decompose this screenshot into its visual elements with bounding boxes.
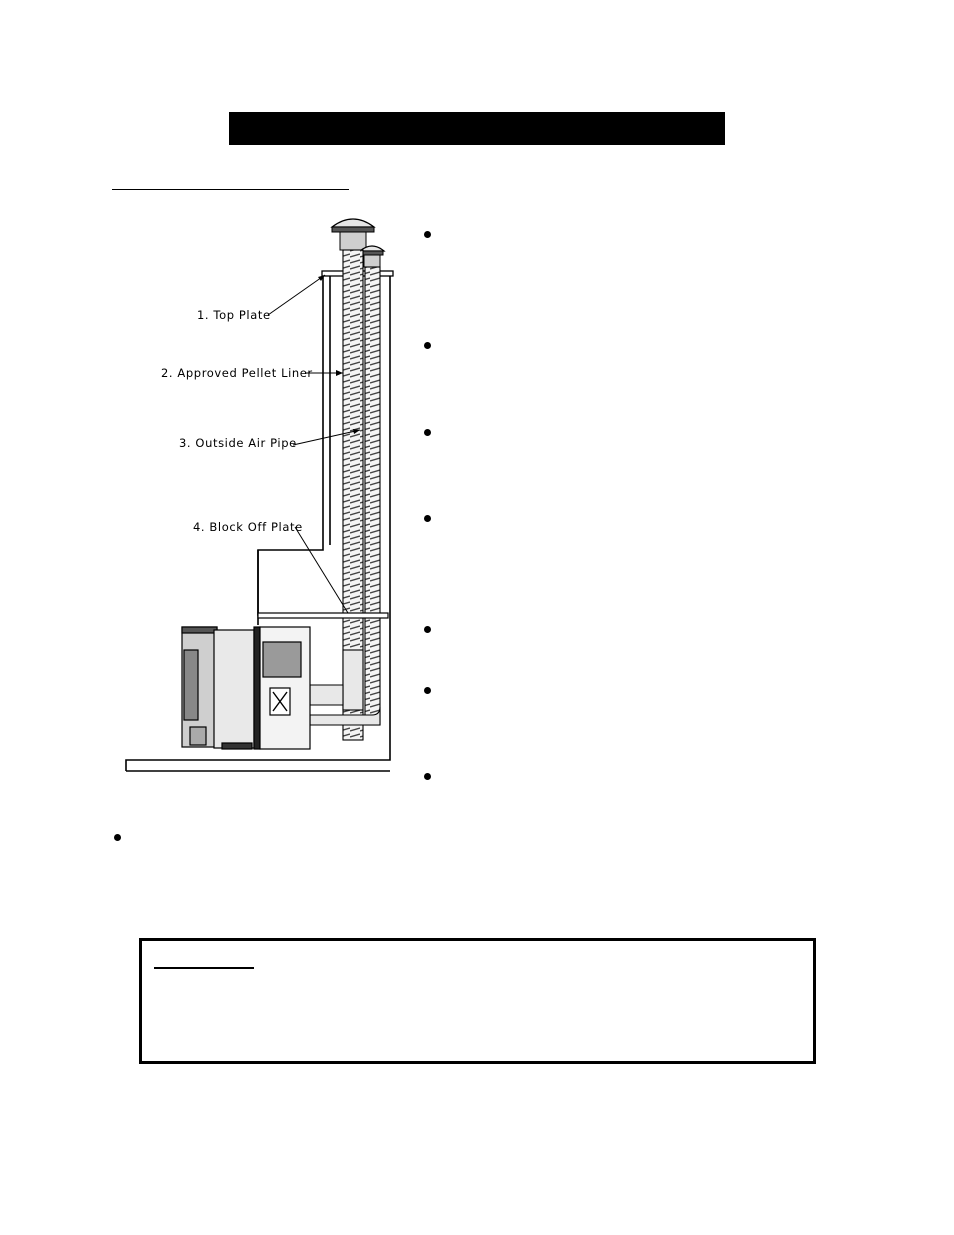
- bullet-3: [424, 429, 431, 436]
- diagram-label-outside-air-pipe: 3. Outside Air Pipe: [179, 436, 297, 450]
- bullet-8: [114, 834, 121, 841]
- diagram-label-top-plate: 1. Top Plate: [197, 308, 271, 322]
- pellet-stove-insert: [182, 627, 310, 749]
- block-off-plate: [258, 613, 388, 618]
- bullet-4: [424, 515, 431, 522]
- bullet-7: [424, 773, 431, 780]
- vent-cap-liner: [332, 219, 374, 250]
- diagram-label-block-off-plate: 4. Block Off Plate: [193, 520, 303, 534]
- vent-cap-air: [360, 246, 384, 267]
- bullet-5: [424, 626, 431, 633]
- bullet-1: [424, 231, 431, 238]
- outside-air-pipe: [365, 267, 380, 725]
- note-heading-underline: [154, 967, 254, 969]
- diagram-label-approved-pellet-liner: 2. Approved Pellet Liner: [161, 366, 313, 380]
- bullet-2: [424, 342, 431, 349]
- subsection-heading-underline: [112, 189, 349, 190]
- fireplace-insert-venting-diagram: [110, 205, 410, 785]
- note-box: [139, 938, 816, 1064]
- section-title-bar: [229, 112, 725, 145]
- bullet-6: [424, 687, 431, 694]
